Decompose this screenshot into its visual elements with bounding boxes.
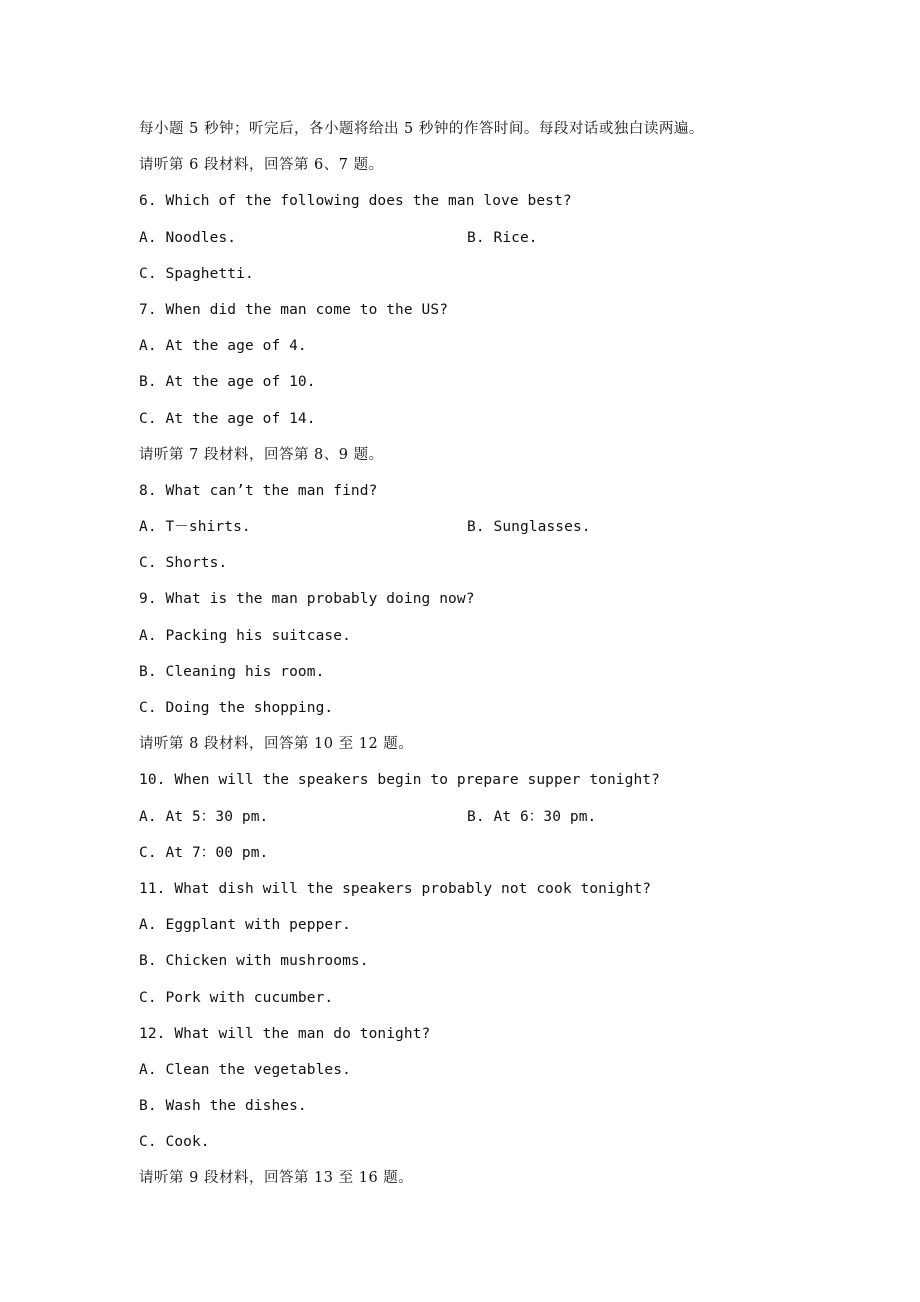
option-a: A. At 5：30 pm.	[139, 808, 269, 825]
question-stem: 11. What dish will the speakers probably not cook tonight?	[139, 880, 652, 897]
option-row	[139, 224, 839, 260]
option-c: C. Cook.	[139, 1134, 210, 1151]
question-stem: 6. Which of the following does the man love best?	[139, 193, 572, 210]
section-heading: 请听第 9 段材料，回答第 13 至 16 题。	[139, 1170, 414, 1187]
option-c: C. Shorts.	[139, 555, 228, 572]
option-b: B. At 6：30 pm.	[467, 808, 597, 825]
question-stem: 10. When will the speakers begin to prepare supper tonight?	[139, 772, 660, 789]
section-heading: 请听第 8 段材料，回答第 10 至 12 题。	[139, 736, 414, 753]
option-b: B. Sunglasses.	[467, 519, 591, 536]
option-a: A. Noodles.	[139, 229, 237, 246]
option-c: C. At the age of 14.	[139, 410, 316, 427]
option-b: B. Chicken with mushrooms.	[139, 953, 369, 970]
option-c: C. Pork with cucumber.	[139, 989, 334, 1006]
option-b: B. Wash the dishes.	[139, 1098, 307, 1115]
instruction-text: 每小题 5 秒钟；听完后，各小题将给出 5 秒钟的作答时间。每段对话或独白读两遍。	[139, 121, 704, 137]
option-c: C. At 7：00 pm.	[139, 844, 269, 861]
page-content	[139, 115, 839, 1201]
option-a: A. Eggplant with pepper.	[139, 917, 351, 934]
option-a: A. Clean the vegetables.	[139, 1061, 351, 1078]
option-b: B. Rice.	[467, 229, 538, 246]
option-c: C. Spaghetti.	[139, 265, 254, 282]
section-heading: 请听第 7 段材料，回答第 8、9 题。	[139, 446, 384, 463]
option-b: B. At the age of 10.	[139, 374, 316, 391]
question-stem: 8. What can’t the man find?	[139, 482, 378, 499]
question-stem: 12. What will the man do tonight?	[139, 1025, 431, 1042]
option-a: A. Packing his suitcase.	[139, 627, 351, 644]
question-stem: 9. What is the man probably doing now?	[139, 591, 475, 608]
option-a: A. At the age of 4.	[139, 338, 307, 355]
option-b: B. Cleaning his room.	[139, 663, 325, 680]
option-a: A. T－shirts.	[139, 519, 251, 536]
option-c: C. Doing the shopping.	[139, 700, 334, 716]
option-row	[139, 803, 839, 839]
option-row	[139, 513, 839, 549]
section-heading: 请听第 6 段材料，回答第 6、7 题。	[139, 157, 384, 174]
question-stem: 7. When did the man come to the US?	[139, 301, 449, 318]
